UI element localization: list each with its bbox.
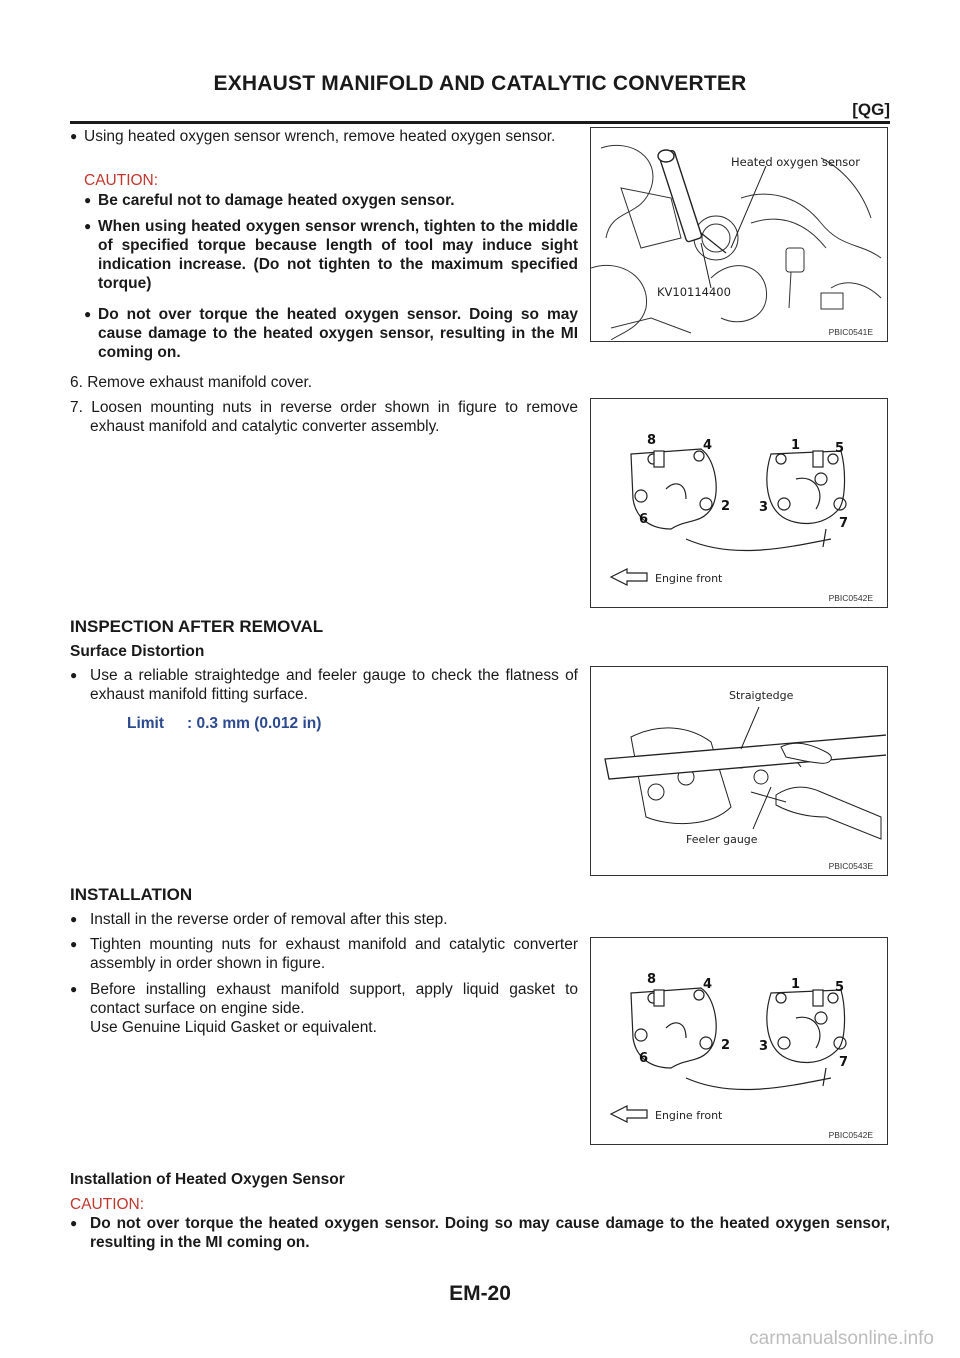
engine-bay-illustration [591, 128, 886, 340]
step-6: 6. Remove exhaust manifold cover. [70, 374, 313, 391]
removal-sensor-step: ● Using heated oxygen sensor wrench, remove heated oxygen sensor. [70, 128, 556, 145]
bullet-icon: ● [70, 912, 78, 926]
header-divider [70, 121, 890, 124]
installation-bullet: ● Before installing exhaust manifold support, apply liquid gasket to contact surface on engine side. [70, 981, 578, 1017]
nut-number: 7 [839, 1055, 849, 1070]
bullet-icon: ● [70, 1216, 78, 1230]
straightedge-label: Straigtedge [729, 689, 794, 702]
bullet-icon: ● [84, 193, 92, 207]
step-7: 7. Loosen mounting nuts in reverse order shown in figure to remove exhaust manifold and catalytic converter assembly. [70, 399, 578, 435]
sensor-install-heading: Installation of Heated Oxygen Sensor [70, 1171, 345, 1188]
figure-code: PBIC0541E [828, 327, 873, 337]
limit-value: : 0.3 mm (0.012 in) [187, 715, 322, 732]
nut-number: 2 [721, 1038, 731, 1053]
page-number: EM-20 [449, 1282, 511, 1305]
limit-label: Limit [127, 715, 165, 732]
nut-number: 3 [759, 500, 769, 515]
bullet-icon: ● [70, 982, 78, 996]
engine-front-label: Engine front [655, 1109, 723, 1122]
installation-bullet: ● Install in the reverse order of removal after this step. [70, 911, 448, 928]
inspection-bullet: ● Use a reliable straightedge and feeler gauge to check the flatness of exhaust manifold fitting surface. [70, 667, 578, 703]
watermark: carmanualsonline.info [749, 1328, 934, 1349]
nut-number: 1 [791, 977, 801, 992]
nut-number: 1 [791, 438, 801, 453]
figure-code: PBIC0542E [828, 1130, 873, 1140]
nut-number: 6 [639, 512, 649, 527]
bullet-icon: ● [84, 219, 92, 233]
caution-label: CAUTION: [84, 172, 159, 189]
bullet-icon: ● [70, 129, 78, 143]
figure-label-sensor: Heated oxygen sensor [731, 155, 861, 169]
caution-item: ● Do not over torque the heated oxygen sensor. Doing so may cause damage to the heated oxygen sensor, resulting in the MI coming on. [84, 306, 578, 361]
figure-code: PBIC0543E [828, 861, 873, 871]
bullet-icon: ● [70, 668, 78, 682]
figure-sensor-wrench [590, 127, 888, 342]
installation-bullet: ● Tighten mounting nuts for exhaust manifold and catalytic converter assembly in order shown in figure. [70, 936, 578, 972]
nut-number: 2 [721, 499, 731, 514]
straightedge-illustration [591, 667, 886, 874]
bullet-icon: ● [70, 937, 78, 951]
nut-number: 4 [703, 438, 713, 453]
figure-label-tool: KV10114400 [657, 285, 731, 299]
arrow-left-icon [611, 569, 647, 585]
bullet-icon: ● [84, 307, 92, 321]
engine-front-label: Engine front [655, 572, 723, 585]
page-title: EXHAUST MANIFOLD AND CATALYTIC CONVERTER [213, 72, 747, 95]
nut-number: 5 [835, 441, 845, 456]
figure-nut-order-installation [590, 937, 888, 1145]
sensor-wrench-tool [658, 150, 726, 253]
manifold-nut-order-illustration [591, 938, 886, 1143]
gasket-note: Use Genuine Liquid Gasket or equivalent. [90, 1019, 377, 1036]
feeler-gauge-label: Feeler gauge [686, 833, 758, 846]
nut-number: 8 [647, 972, 657, 987]
nut-number: 3 [759, 1039, 769, 1054]
figure-code: PBIC0542E [828, 593, 873, 603]
figure-nut-order-removal [590, 398, 888, 608]
nut-number: 6 [639, 1051, 649, 1066]
nut-number: 4 [703, 977, 713, 992]
nut-number: 5 [835, 980, 845, 995]
caution-label: CAUTION: [70, 1196, 145, 1213]
nut-number: 8 [647, 433, 657, 448]
straightedge-bar [605, 735, 886, 779]
section-code: [QG] [852, 100, 890, 119]
arrow-left-icon [611, 1106, 647, 1122]
figure-straightedge-check [590, 666, 888, 876]
surface-distortion-heading: Surface Distortion [70, 643, 205, 660]
inspection-heading: INSPECTION AFTER REMOVAL [70, 617, 324, 636]
caution-item: ● Do not over torque the heated oxygen sensor. Doing so may cause damage to the heated oxygen sensor, resulting in the MI coming on. [70, 1215, 890, 1251]
caution-item: ● When using heated oxygen sensor wrench, tighten to the middle of specified torque because length of tool may induce sight indication increase. (Do not tighten to the maximum specified torque) [84, 218, 578, 292]
installation-heading: INSTALLATION [70, 885, 193, 904]
manifold-nut-order-illustration [591, 399, 886, 606]
nut-number: 7 [839, 516, 849, 531]
caution-item: ● Be careful not to damage heated oxygen sensor. [84, 192, 455, 209]
